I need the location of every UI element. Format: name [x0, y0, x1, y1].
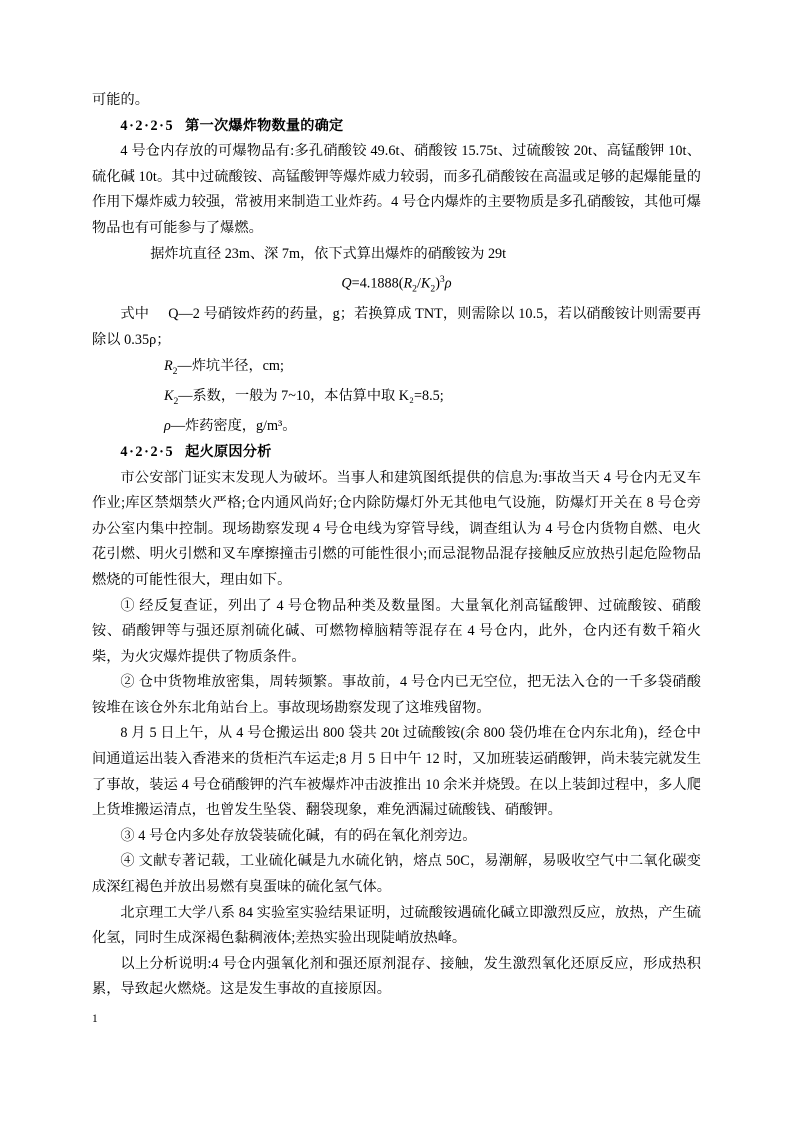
formula-numerator: R: [403, 275, 413, 292]
section-heading-explosive-quantity: [92, 114, 701, 140]
heading-title: 第一次爆炸物数量的确定: [185, 117, 344, 134]
definition-symbol-R-sub: 2: [172, 365, 178, 377]
definition-text-K: —系数，一般为 7~10，本估算中取 K₂=8.5;: [178, 387, 444, 404]
formula-denominator: K: [420, 275, 431, 292]
definition-symbol-K: K: [164, 387, 174, 404]
paragraph-conclusion: 以上分析说明:4 号仓内强氧化剂和强还原剂混存、接触，发生激烈氧化还原反应，形成热积累，导致起火燃烧。这是发生事故的直接原因。: [92, 955, 701, 998]
page-content-column: [92, 88, 701, 1003]
heading-number: 4·2·2·5: [120, 117, 175, 134]
display-formula-charge-mass: $Q=4.1888(R_2/K_2)^3\rho$: [341, 274, 452, 295]
definition-rho: [92, 414, 701, 440]
formula-denominator-sub: 2: [430, 283, 436, 295]
definition-R2: [92, 354, 701, 384]
definition-symbol-K-sub: 2: [173, 395, 179, 407]
definition-text-rho: —炸药密度，g/m³。: [170, 418, 297, 435]
where-text: Q—2 号硝铵炸药的药量，g；若换算成 TNT，则需除以 10.5，若以硝酸铵计则需要再除以 0.35ρ；: [92, 306, 701, 348]
paragraph-reason-2: ② 仓中货物堆放密集，周转频繁。事故前，4 号仓内已无空位，把无法入仓的一千多袋硝酸铵堆在该仓外东北角站台上。事故现场勘察发现了这堆残留物。: [92, 674, 701, 716]
paragraph-reason-1: ① 经反复查证，列出了 4 号仓物品种类及数量图。大量氧化剂高锰酸钾、过硫酸铵、硝酸铵、硝酸钾等与强还原剂硫化碱、可燃物樟脑精等混存在 4 号仓内，此外，仓内还有数千箱火柴，为火灾爆炸提供了物质条件。: [92, 597, 701, 665]
section-heading-fire-cause-analysis: [92, 440, 701, 466]
formula-lhs: Q: [341, 275, 352, 292]
heading-number-2: 4·2·2·5: [120, 443, 175, 460]
statement-crater-dimensions: 据炸坑直径 23m、深 7m，依下式算出爆炸的硝酸铵为 29t: [150, 245, 507, 262]
formula-density: ρ: [444, 275, 452, 292]
page-number: 1: [92, 1013, 98, 1025]
paragraph-explosive-inventory: 4 号仓内存放的可爆物品有:多孔硝酸铰 49.6t、硝酸铵 15.75t、过硫酸铵 20t、高锰酸钾 10t、硫化碱 10t。其中过硫酸铵、高锰酸钾等爆炸威力较弱，而多孔硝酸铵在高温或足够的起爆能量的作用下爆炸威力较强，常被用来制造工业炸药。4 号仓内爆炸的主要物质是多孔硝酸铵，其他可爆物品也有可能参与了爆燃。: [92, 143, 701, 236]
definition-K2: [92, 384, 701, 414]
paragraph-lab-experiment: 北京理工大学八系 84 实验室实验结果证明，过硫酸铵遇硫化碱立即激烈反应，放热，产生硫化氢，同时生成深褐色黏稠液体;差热实验出现陡峭放热峰。: [92, 904, 701, 947]
formula-equals: =: [351, 275, 360, 292]
paragraph-opening: 可能的。: [92, 92, 149, 108]
paragraph-reason-3: ③ 4 号仓内多处存放袋装硫化碱，有的码在氧化剂旁边。: [120, 827, 477, 844]
where-lead: 式中: [120, 306, 150, 323]
formula-numerator-sub: 2: [412, 283, 417, 295]
paragraph-august-5-events: 8 月 5 日上午，从 4 号仓搬运出 800 袋共 20t 过硫酸铵(余 800 袋仍堆在仓内东北角)，经仓中间通道运出装入香港来的货柜汽车运走;8 月 5 日中午 12 时，又加班装运硝酸钾，尚未装完就发生了事故，装运 4 号仓硝酸钾的汽车被爆炸冲击波推出 10 余米并烧毁。在以上装卸过程中，多人爬上货堆搬运清点，也曾发生坠袋、翻袋现象，难免洒漏过硫酸钱、硝酸钾。: [92, 725, 701, 819]
definition-symbol-R: R: [164, 357, 173, 374]
paragraph-police-investigation: 市公安部门证实末发现人为破坏。当事人和建筑图纸提供的信息为:事故当天 4 号仓内无叉车作业;库区禁烟禁火严格;仓内通风尚好;仓内除防爆灯外无其他电气设施，防爆灯开关在 8 号仓旁办公室内集中控制。现场勘察发现 4 号仓电线为穿管导线，调查组认为 4 号仓内货物自燃、电火花引燃、明火引燃和叉车摩擦撞击引燃的可能性很小;而忌混物品混存接触反应放热引起危险物品燃烧的可能性很大，理由如下。: [92, 469, 701, 588]
definition-symbol-rho: ρ: [164, 418, 171, 435]
formula-exponent: 3: [439, 274, 445, 286]
heading-title-2: 起火原因分析: [185, 443, 272, 460]
definition-text-R: —炸坑半径，cm;: [177, 357, 284, 374]
paragraph-reason-4: ④ 文献专著记载，工业硫化碱是九水硫化钠，熔点 50C，易潮解，易吸收空气中二氧化碳变成深红褐色并放出易燃有臭蛋味的硫化氢气体。: [92, 853, 701, 896]
formula-coefficient: 4.1888: [359, 275, 399, 292]
where-clause-Q: [92, 302, 701, 353]
